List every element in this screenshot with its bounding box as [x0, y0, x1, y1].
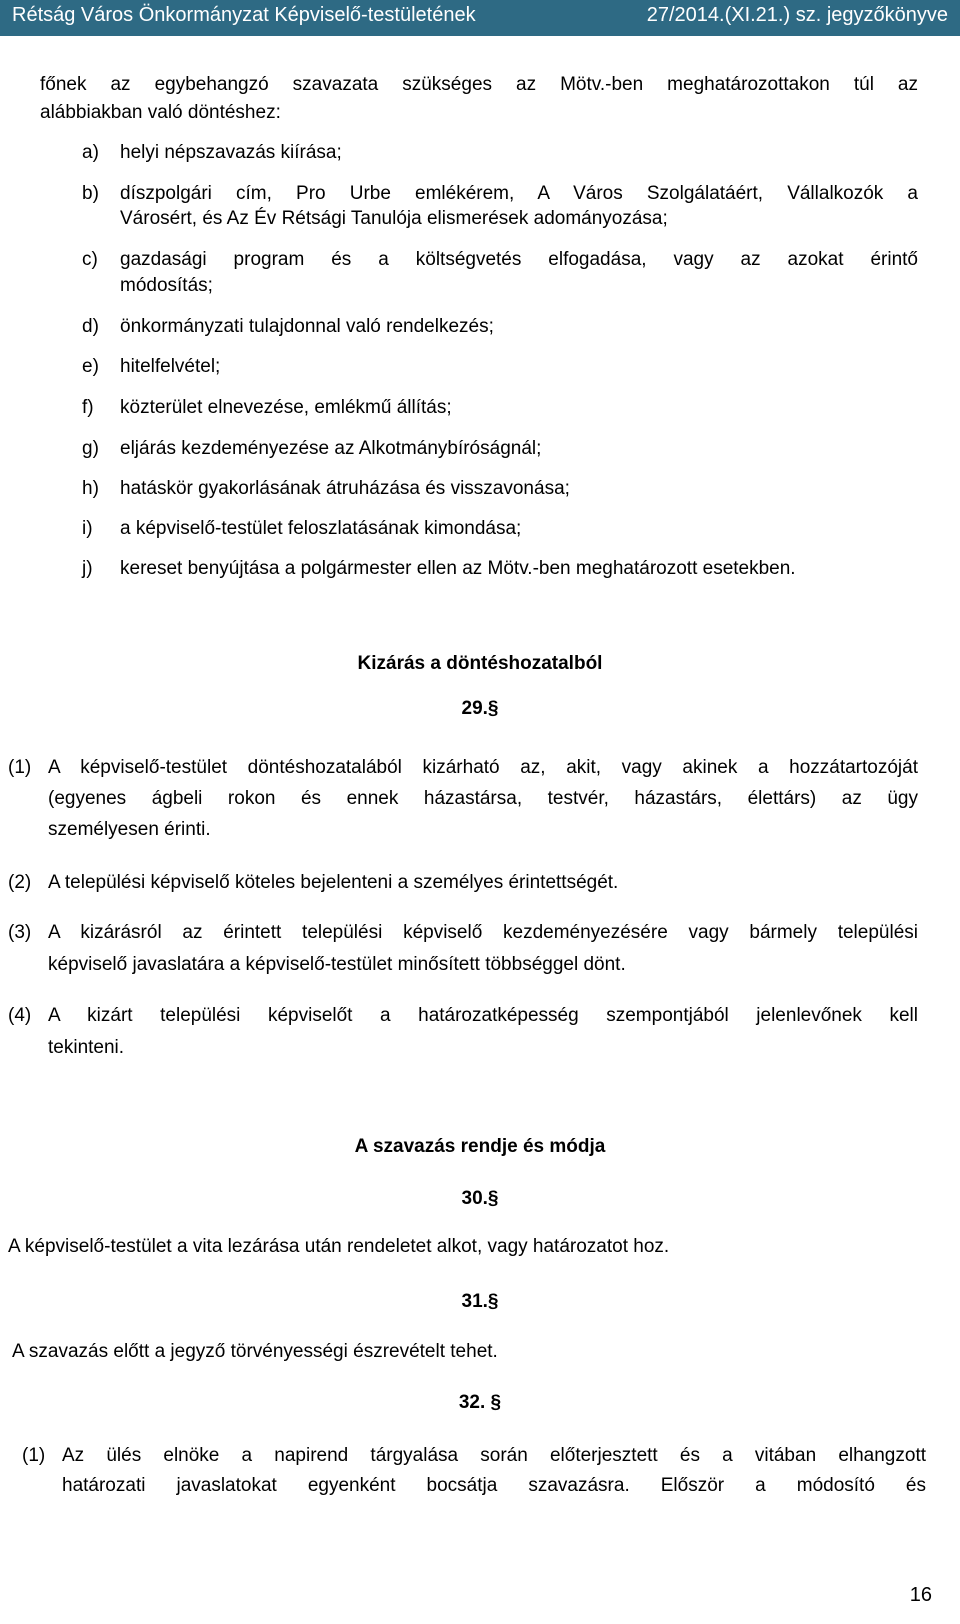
paragraph-label: (3)	[8, 922, 32, 943]
intro-line-1: főnek az egybehangzó szavazata szükséges az Mötv.-ben meghatározottakon túl az	[40, 74, 918, 95]
paragraph-text: A települési képviselő köteles bejelenteni a személyes érintettségét.	[48, 872, 619, 893]
paragraph-label: (1)	[22, 1445, 46, 1466]
section-sign-icon: §	[487, 698, 499, 719]
list-item-label: g)	[82, 438, 99, 459]
list-item-text: módosítás;	[120, 275, 213, 296]
list-item-text: kereset benyújtása a polgármester ellen az Mötv.-ben meghatározott esetekben.	[120, 558, 796, 579]
list-item-label: c)	[82, 249, 98, 270]
paragraph-text: A kizárásról az érintett települési képviselő kezdeményezésére vagy bármely települési	[48, 922, 918, 943]
section-sign-icon: §	[487, 1291, 499, 1312]
paragraph-text: A képviselő-testület döntéshozatalából kizárható az, akit, vagy akinek a hozzátartozóját	[48, 757, 918, 778]
section-30-title: A szavazás rendje és módja	[354, 1136, 606, 1157]
section-31-number: 31.§	[461, 1291, 499, 1312]
paragraph-text: (egyenes ágbeli rokon és ennek házastársa, testvér, házastárs, élettárs) az ügy	[48, 788, 918, 809]
list-item-text: a képviselő-testület feloszlatásának kimondása;	[120, 518, 522, 539]
list-item-label: b)	[82, 183, 99, 204]
section-sign-icon: §	[487, 1188, 499, 1209]
list-item-text: közterület elnevezése, emlékmű állítás;	[120, 397, 452, 418]
list-item-text: hatáskör gyakorlásának átruházása és visszavonása;	[120, 478, 570, 499]
paragraph-text: Az ülés elnöke a napirend tárgyalása során előterjesztett és a vitában elhangzott	[62, 1445, 926, 1466]
paragraph-text: tekinteni.	[48, 1037, 125, 1058]
paragraph-text: határozati javaslatokat egyenként bocsátja szavazásra. Először a módosító és	[62, 1475, 926, 1496]
list-item-text: hitelfelvétel;	[120, 356, 221, 377]
section-32-number: 32. §	[458, 1392, 502, 1413]
list-item-text: gazdasági program és a költségvetés elfogadása, vagy az azokat érintő	[120, 249, 918, 270]
paragraph-text: A kizárt települési képviselőt a határozatképesség szempontjából jelenlevőnek kell	[48, 1005, 918, 1026]
page-header	[0, 0, 960, 36]
list-item-label: h)	[82, 478, 99, 499]
paragraph-text: képviselő javaslatára a képviselő-testület minősített többséggel dönt.	[48, 954, 626, 975]
paragraph-text: személyesen érinti.	[48, 819, 211, 840]
paragraph-label: (4)	[8, 1005, 32, 1026]
header-title: Rétság Város Önkormányzat Képviselő-testületének	[12, 4, 476, 26]
list-item-label: j)	[82, 558, 93, 579]
list-item-label: e)	[82, 356, 99, 377]
list-item-text: eljárás kezdeményezése az Alkotmánybíróságnál;	[120, 438, 542, 459]
list-item-text: Városért, és Az Év Rétsági Tanulója elismerések adományozása;	[120, 208, 668, 229]
list-item-label: d)	[82, 316, 99, 337]
paragraph-label: (1)	[8, 757, 32, 778]
page-number: 16	[909, 1584, 932, 1606]
section-30-text: A képviselő-testület a vita lezárása után rendeletet alkot, vagy határozatot hoz.	[8, 1236, 670, 1257]
section-31-text: A szavazás előtt a jegyző törvényességi észrevételt tehet.	[12, 1341, 498, 1362]
section-30-number: 30.§	[461, 1188, 499, 1209]
section-29-title: Kizárás a döntéshozatalból	[357, 653, 603, 674]
list-item-label: a)	[82, 142, 99, 163]
list-item-text: helyi népszavazás kiírása;	[120, 142, 342, 163]
list-item-text: díszpolgári cím, Pro Urbe emlékérem, A Város Szolgálatáért, Vállalkozók a	[120, 183, 918, 204]
header-document-number: 27/2014.(XI.21.) sz. jegyzőkönyve	[646, 4, 948, 26]
list-item-text: önkormányzati tulajdonnal való rendelkezés;	[120, 316, 494, 337]
intro-line-2: alábbiakban való döntéshez:	[40, 102, 281, 123]
list-item-label: f)	[82, 397, 94, 418]
section-sign-icon: §	[485, 1392, 502, 1413]
section-29-number: 29.§	[461, 698, 499, 719]
list-item-label: i)	[82, 518, 93, 539]
paragraph-label: (2)	[8, 872, 32, 893]
